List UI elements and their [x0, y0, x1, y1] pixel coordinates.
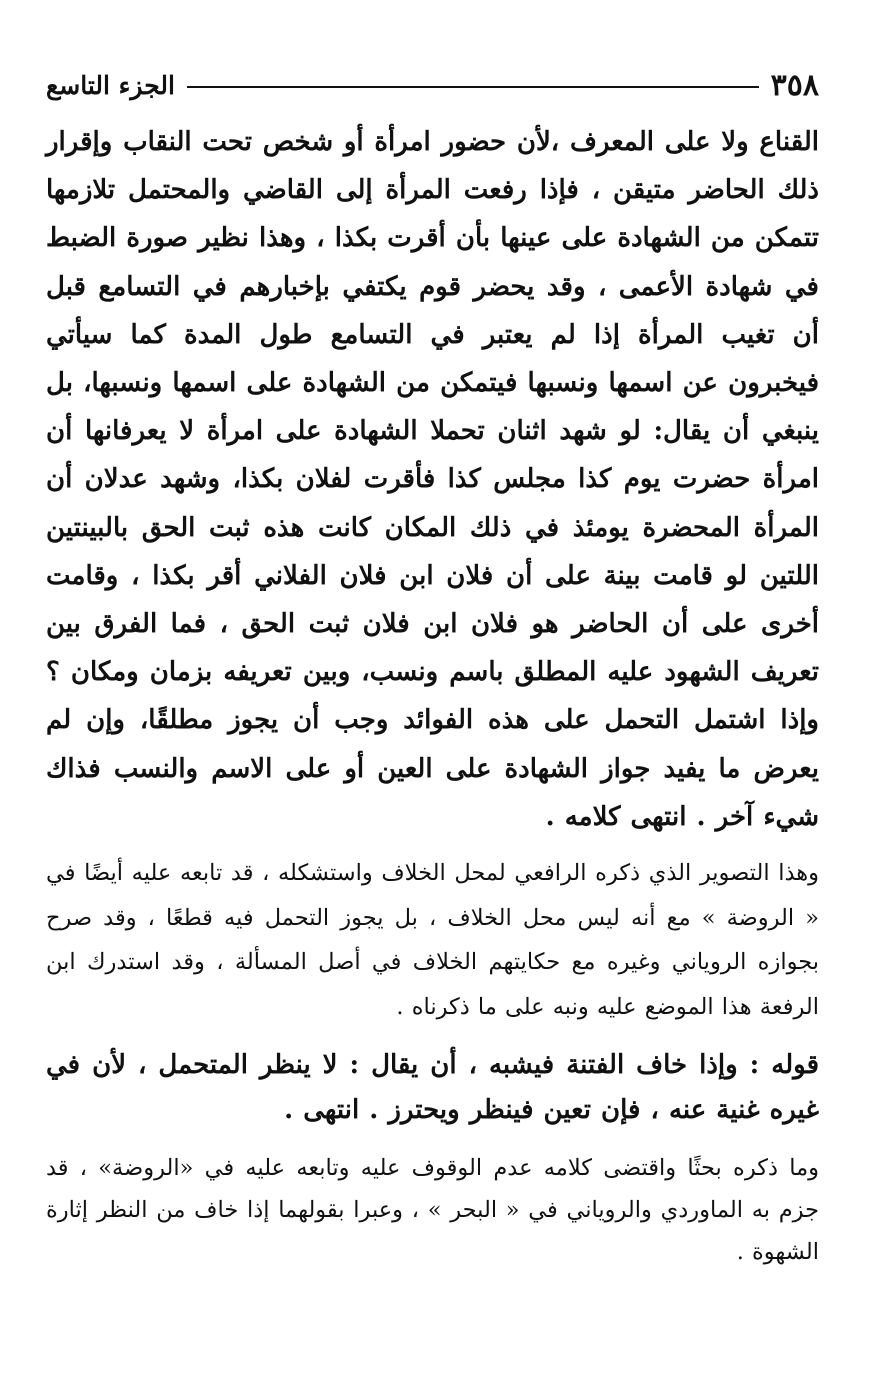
running-title: الجزء التاسع	[46, 70, 175, 100]
paragraph-3: قوله : وإذا خاف الفتنة فيشبه ، أن يقال : لا ينظر المتحمل ، لأن في غيره غنية عنه ، فإن تعين فينظر ويحترز . انتهى .	[46, 1050, 819, 1126]
page-body	[46, 118, 819, 1273]
paragraph-2: وهذا التصوير الذي ذكره الرافعي لمحل الخلاف واستشكله ، قد تابعه عليه أيضًا في « الروضة » مع أنه ليس محل الخلاف ، بل يجوز التحمل فيه قطعًا ، وقد صرح بجوازه الروياني وغيره مع حكايتهم الخلاف في أصل المسألة ، وقد استدرك ابن الرفعة هذا الموضع عليه ونبه على ما ذكرناه .	[46, 860, 819, 1020]
page-number: ٣٥٨	[770, 67, 819, 103]
paragraph-4: وما ذكره بحثًا واقتضى كلامه عدم الوقوف عليه وتابعه عليه في «الروضة» ، قد جزم به الماوردي والروياني في « البحر » ، وعبرا بقولهما إذا خاف من النظر إثارة الشهوة .	[46, 1155, 819, 1266]
paragraph-1: القناع ولا على المعرف ،لأن حضور امرأة أو شخص تحت النقاب وإقرار ذلك الحاضر متيقن ، فإذا رفعت المرأة إلى القاضي والمحتمل تلازمها تتمكن من الشهادة على عينها بأن أقرت بكذا ، وهذا نظير صورة الضبط في شهادة الأعمى ، وقد يحضر قوم يكتفي بإخبارهم في التسامع قبل أن تغيب المرأة إذا لم يعتبر في التسامع طول المدة كما سيأتي فيخبرون عن اسمها ونسبها فيتمكن من الشهادة على اسمها ونسبها، بل ينبغي أن يقال: لو شهد اثنان تحملا الشهادة على امرأة لا يعرفانها أن امرأة حضرت يوم كذا مجلس كذا فأقرت لفلان بكذا، وشهد عدلان أن المرأة المحضرة يومئذ في ذلك المكان كانت هذه ثبت الحق بالبينتين اللتين لو قامت بينة على أن فلان ابن فلان الفلاني أقر بكذا ، وقامت أخرى على أن الحاضر هو فلان ابن فلان ثبت الحق ، فما الفرق بين تعريف الشهود عليه المطلق باسم ونسب، وبين تعريفه بزمان ومكان ؟ وإذا اشتمل التحمل على هذه الفوائد وجب أن يجوز مطلقًا، وإن لم يعرض ما يفيد جواز الشهادة على العين أو على الاسم والنسب فذاك شيء آخر . انتهى كلامه .	[46, 127, 820, 832]
page-header	[46, 62, 819, 108]
header-rule	[187, 86, 759, 88]
